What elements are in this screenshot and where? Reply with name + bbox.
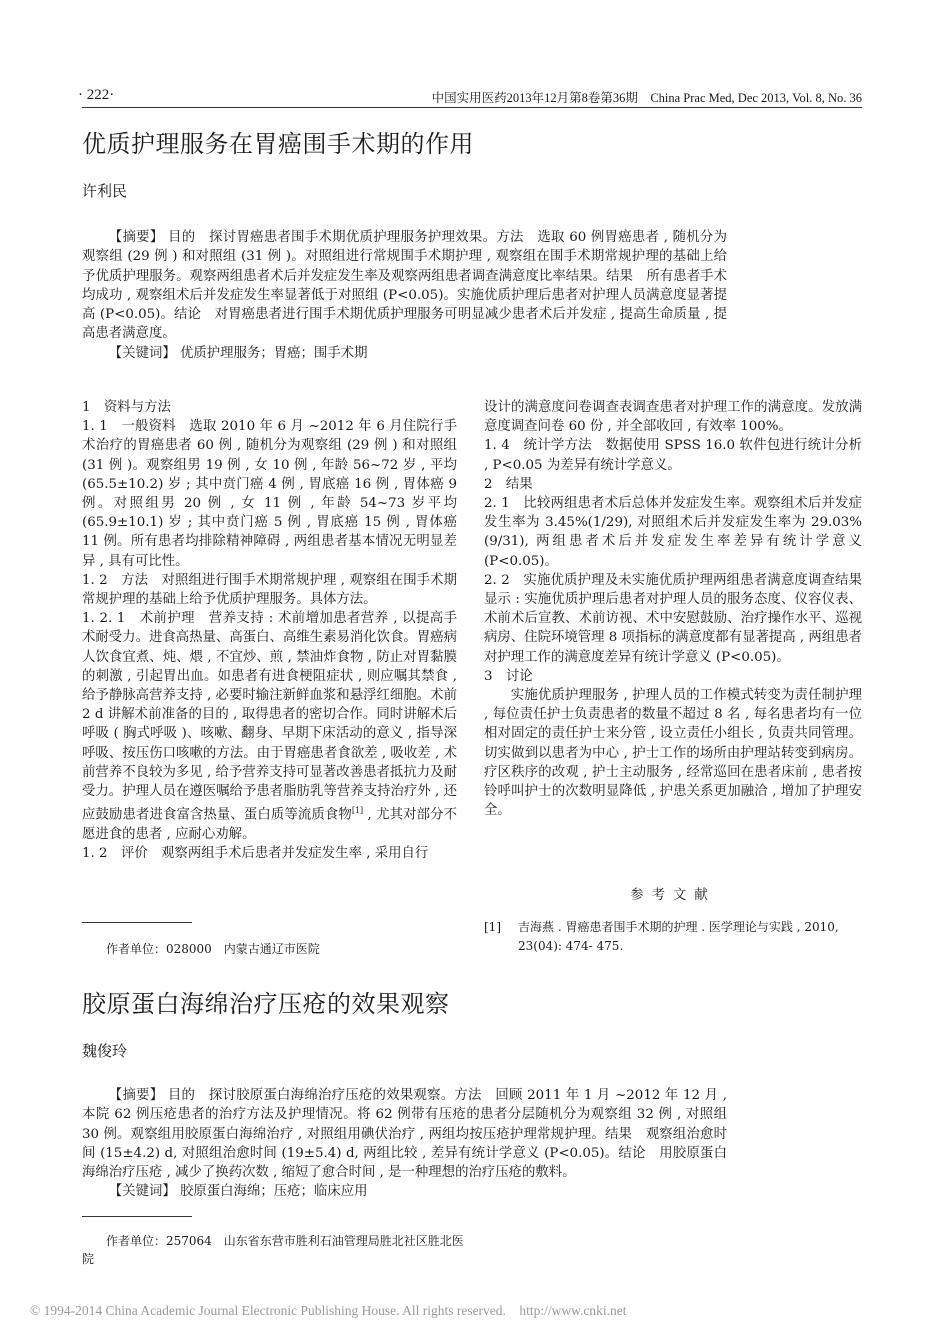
section-heading: 1 资料与方法 [82, 400, 171, 415]
journal-header: 中国实用医药2013年12月第8卷第36期 China Prac Med, Dec 2013, Vol. 8, No. 36 [431, 91, 862, 105]
article2-keywords: 【关键词】 胶原蛋白海绵；压疮；临床应用 [108, 1184, 368, 1200]
section-heading: 3 讨论 [484, 668, 533, 684]
paragraph: 1. 1 一般资料 选取 2010 年 6 月 ~2012 年 6 月住院行手术治疗的胃癌患者 60 例 , 随机分为观察组 (29 例 ) 和对照组 (31 例 )。观察组男 19 例 , 女 10 例 , 年龄 56~72 岁 , 平均 (65.5±10.2) 岁 ; 其中贲门癌 4 例 , 胃底癌 16 例 , 胃体癌 9 例。对照组男 20 例 , 女 11 例 , 年龄 54~73 岁平均 (65.9±10.1) 岁 ; 其中贲门癌 5 例 , 胃底癌 15 例 , 胃体癌 11 例。所有患者均排除精神障碍 , 两组患者基本情况无明显差异 , 具有可比性。 [82, 419, 457, 569]
header-rule [82, 107, 862, 108]
copyright-footer: © 1994-2014 China Academic Journal Electronic Publishing House. All rights reserved. http://www.cnki.net [30, 1303, 627, 1318]
paragraph: 1. 2 方法 对照组进行围手术期常规护理 , 观察组在围手术期常规护理的基础上给予优质护理服务。具体方法。 [82, 572, 457, 608]
article1-keywords: 【关键词】 优质护理服务；胃癌；围手术期 [108, 345, 368, 361]
section-heading: 2 结果 [484, 476, 533, 492]
reference-number: [1] [484, 920, 501, 934]
page-number: · 222· [78, 87, 115, 103]
paragraph: 2. 1 比较两组患者术后总体并发症发生率。观察组术后并发症发生率为 3.45%(1/29), 对照组术后并发症发生率为 29.03%(9/31), 两组患者术后并发症发生率差异有统计学意义 (P<0.05)。 [484, 496, 862, 569]
paragraph [82, 609, 457, 844]
footnote-rule [82, 922, 192, 923]
paragraph: 实施优质护理服务 , 护理人员的工作模式转变为责任制护理 , 每位责任护士负责患者的数量不超过 8 名 , 每名患者均有一位相对固定的责任护士来分管 , 设立责任小组长 , 负责共同管理。切实做到以患者为中心 , 护士工作的场所由护理站转变到病房。疗区秩序的改观 , 护士主动服务 , 经常巡回在患者床前 , 患者按铃呼叫护士的次数明显降低 , 护患关系更加融洽 , 增加了护理安全。 [484, 688, 862, 819]
paragraph: 1. 4 统计学方法 数据使用 SPSS 16.0 软件包进行统计分析 , P<0.05 为差异有统计学意义。 [484, 438, 862, 473]
article2-title: 胶原蛋白海绵治疗压疮的效果观察 [82, 990, 450, 1018]
paragraph: 设计的满意度问卷调查表调查患者对护理工作的满意度。发放满意度调查问卷 60 份 , 并全部收回 , 有效率 100%。 [484, 400, 862, 435]
article1-left-column [82, 398, 457, 863]
article1-title: 优质护理服务在胃癌围手术期的作用 [82, 130, 474, 158]
article1-right-column [484, 398, 862, 820]
footnote-rule [82, 1216, 192, 1217]
article1-abstract-text: 【摘要】 目的 探讨胃癌患者围手术期优质护理服务护理效果。方法 选取 60 例胃癌患者 , 随机分为观察组 (29 例 ) 和对照组 (31 例 )。对照组进行常规围手术期护理 , 观察组在围手术期常规护理的基础上给予优质护理服务。观察两组患者术后并发症发生率及观察两组患者调查满意度比率结果。结果 所有患者手术均成功 , 观察组术后并发症发生率显著低于对照组 (P<0.05)。实施优质护理后患者对护理人员满意度显著提高 (P<0.05)。结论 对胃癌患者进行围手术期优质护理服务可明显减少患者术后并发症 , 提高生命质量 , 提高患者满意度。 [82, 230, 727, 342]
citation-marker[interactable]: [1] [351, 806, 364, 816]
paragraph-text: 1. 2. 1 术前护理 营养支持 : 术前增加患者营养 , 以提高手术耐受力。进食高热量、高蛋白、高维生素易消化饮食。胃癌病人饮食宜煮、炖、煨 , 不宜炒、煎 , 禁油炸食物 , 防止对胃黏膜的刺激 , 引起胃出血。如患者有进食梗阻症状 , 则应嘱其禁食 , 给予静脉高营养支持 , 必要时输注新鲜血浆和悬浮红细胞。术前 2 d 讲解术前准备的目的 , 取得患者的密切合作。同时讲解术后呼吸 ( 胸式呼吸 )、咳嗽、翻身、早期下床活动的意义 , 指导深呼吸、按压伤口咳嗽的方法。由于胃癌患者食欲差 , 吸收差 , 术前营养不良较为多见 , 给予营养支持可显著改善患者抵抗力及耐受力。护理人员在遵医嘱给予患者脂肪乳等营养支持治疗外 , 还应鼓励患者进食富含热量、蛋白质等流质食物 [82, 611, 457, 823]
article1-affiliation: 作者单位：028000 内蒙古通辽市医院 [106, 942, 320, 956]
references-heading: 参考文献 [630, 888, 716, 903]
reference-text: 吉海燕 . 胃癌患者围手术期的护理 . 医学理论与实践 , 2010, 23(04): 474- 475. [518, 920, 839, 953]
article1-author: 许利民 [82, 182, 128, 200]
article2-author: 魏俊玲 [82, 1042, 128, 1060]
article1-abstract [82, 228, 727, 363]
paragraph: 1. 2 评价 观察两组手术后患者并发症发生率 , 采用自行 [82, 846, 429, 862]
reference-item [484, 918, 862, 956]
article2-abstract [82, 1086, 727, 1202]
paragraph: 2. 2 实施优质护理及未实施优质护理两组患者满意度调查结果显示 : 实施优质护理后患者对护理人员的服务态度、仪容仪表、术前术后宣教、术前访视、术中安慰鼓励、治疗操作水平、巡视病房、住院环境管理 8 项指标的满意度都有显著提高 , 两组患者对护理工作的满意度差异有统计学意义 (P<0.05)。 [484, 572, 862, 665]
article2-affiliation: 作者单位：257064 山东省东营市胜利石油管理局胜北社区胜北医院 [82, 1234, 464, 1266]
article2-abstract-text: 【摘要】 目的 探讨胶原蛋白海绵治疗压疮的效果观察。方法 回顾 2011 年 1 月 ~2012 年 12 月 , 本院 62 例压疮患者的治疗方法及护理情况。将 62 例带有压疮的患者分层随机分为观察组 32 例 , 对照组 30 例。观察组用胶原蛋白海绵治疗 , 对照组用碘伏治疗 , 两组均按压疮护理常规护理。结果 观察组治愈时间 (15±4.2) d, 对照组治愈时间 (19±5.4) d, 两组比较 , 差异有统计学意义 (P<0.05)。结论 用胶原蛋白海绵治疗压疮 , 减少了换药次数 , 缩短了愈合时间 , 是一种理想的治疗压疮的敷料。 [82, 1088, 727, 1181]
paragraph-text: , 尤其对部分不愿进食的患者 , 应耐心劝解。 [82, 807, 457, 842]
